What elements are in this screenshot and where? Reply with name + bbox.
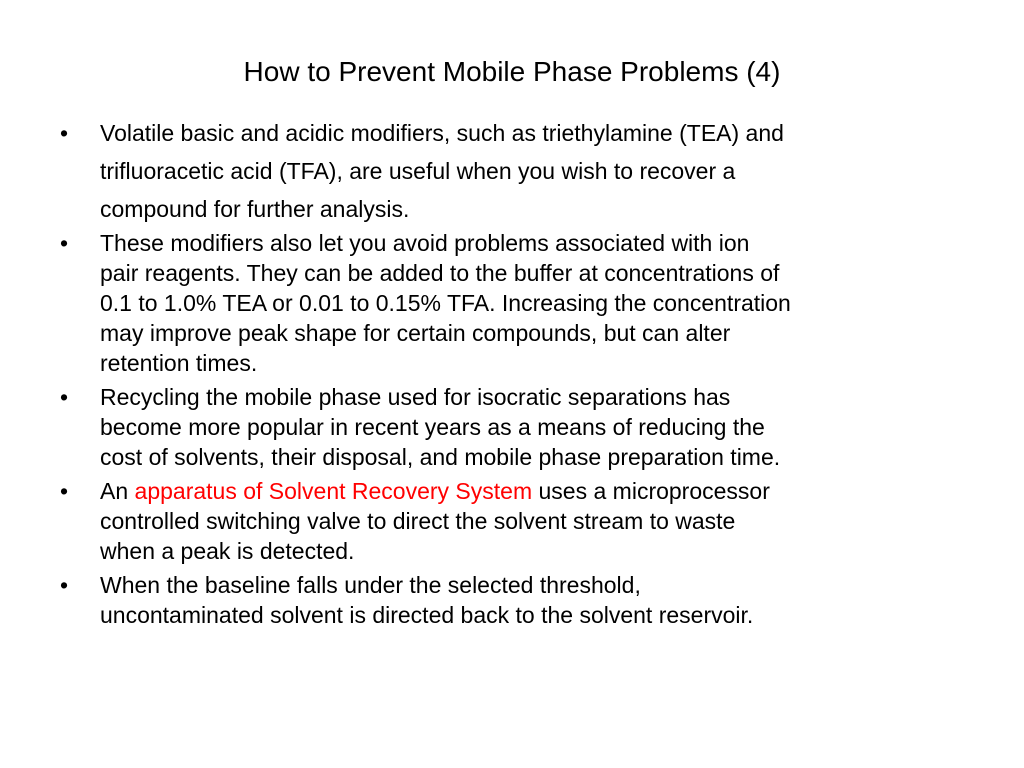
- bullet-text-suffix: uses a microprocessor: [532, 478, 770, 504]
- bullet-text-prefix: An: [100, 478, 135, 504]
- bullet-text-line: uncontaminated solvent is directed back to the solvent reservoir.: [100, 602, 754, 628]
- bullet-text-line: compound for further analysis.: [100, 196, 410, 222]
- bullet-text-line: may improve peak shape for certain compounds, but can alter: [100, 320, 731, 346]
- bullet-text-line: 0.1 to 1.0% TEA or 0.01 to 0.15% TFA. Increasing the concentration: [100, 290, 791, 316]
- bullet-item: [58, 228, 958, 378]
- bullet-text-line: pair reagents. They can be added to the buffer at concentrations of: [100, 260, 780, 286]
- bullet-text-line: controlled switching valve to direct the solvent stream to waste: [100, 508, 736, 534]
- bullet-text-line: cost of solvents, their disposal, and mobile phase preparation time.: [100, 444, 781, 470]
- bullet-text-line: Recycling the mobile phase used for isocratic separations has: [100, 384, 731, 410]
- bullet-item: [58, 114, 958, 228]
- highlighted-term: apparatus of Solvent Recovery System: [134, 478, 533, 504]
- bullet-text-line: These modifiers also let you avoid problems associated with ion: [100, 230, 750, 256]
- bullet-dot-icon: •: [60, 572, 69, 598]
- bullet-text-line: become more popular in recent years as a means of reducing the: [100, 414, 765, 440]
- bullet-dot-icon: •: [60, 120, 69, 146]
- bullet-dot-icon: •: [60, 478, 69, 504]
- bullet-text-line: Volatile basic and acidic modifiers, such as triethylamine (TEA) and: [100, 120, 784, 146]
- bullet-text-line: retention times.: [100, 350, 258, 376]
- bullet-text-line: trifluoracetic acid (TFA), are useful when you wish to recover a: [100, 158, 736, 184]
- bullet-item: [58, 570, 958, 630]
- bullet-item: [58, 382, 958, 472]
- bullet-item: [58, 476, 958, 566]
- bullet-list: [58, 114, 958, 630]
- bullet-dot-icon: •: [60, 384, 69, 410]
- bullet-text-line: When the baseline falls under the selected threshold,: [100, 572, 641, 598]
- bullet-text-line: [100, 476, 958, 506]
- bullet-dot-icon: •: [60, 230, 69, 256]
- bullet-text-line: when a peak is detected.: [100, 538, 355, 564]
- slide-title: How to Prevent Mobile Phase Problems (4): [243, 56, 781, 87]
